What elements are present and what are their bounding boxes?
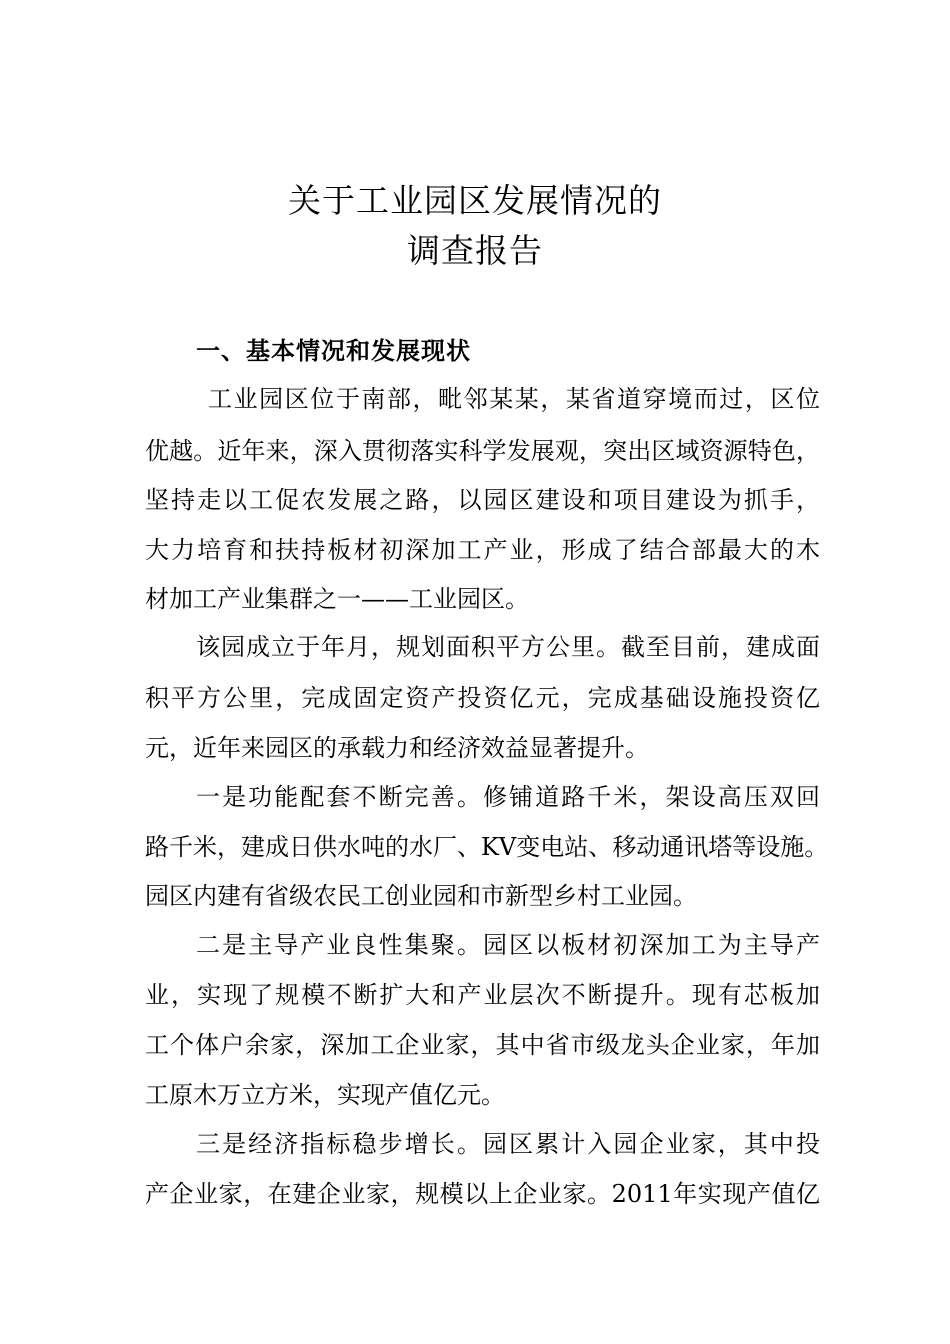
- text-line: 元，近年来园区的承载力和经济效益显著提升。: [145, 734, 649, 762]
- text-line: 工业园区位于南部，毗邻某某，某省道穿境而过，区位: [208, 385, 820, 413]
- text-line: 积平方公里，完成固定资产投资亿元，完成基础设施投资亿: [145, 684, 820, 712]
- text-line: 三是经济指标稳步增长。园区累计入园企业家，其中投: [196, 1130, 820, 1158]
- text-line: 优越。近年来，深入贯彻落实科学发展观，突出区域资源特色，: [145, 437, 820, 465]
- text-line: 二是主导产业良性集聚。园区以板材初深加工为主导产: [196, 931, 820, 959]
- text-line: 材加工产业集群之一——工业园区。: [145, 585, 529, 613]
- text-line: 园区内建有省级农民工创业园和市新型乡村工业园。: [145, 882, 697, 910]
- text-line: 工原木万立方米，实现产值亿元。: [145, 1081, 505, 1109]
- text-line: 一是功能配套不断完善。修铺道路千米，架设高压双回: [196, 783, 820, 811]
- text-line: 大力培育和扶持板材初深加工产业，形成了结合部最大的木: [145, 536, 820, 564]
- text-line: 业，实现了规模不断扩大和产业层次不断提升。现有芯板加: [145, 981, 820, 1009]
- text-line: 坚持走以工促农发展之路，以园区建设和项目建设为抓手，: [145, 486, 820, 514]
- document-title-line2: 调查报告: [407, 231, 543, 270]
- text-line: 工个体户余家，深加工企业家，其中省市级龙头企业家，年加: [145, 1031, 820, 1059]
- text-line: 产企业家，在建企业家，规模以上企业家。2011年实现产值亿: [145, 1180, 820, 1208]
- text-line: 该园成立于年月，规划面积平方公里。截至目前，建成面: [196, 633, 820, 661]
- document-title-line1: 关于工业园区发展情况的: [288, 181, 662, 220]
- section-heading: 一、基本情况和发展现状: [196, 337, 471, 365]
- text-line: 路千米，建成日供水吨的水厂、KV变电站、移动通讯塔等设施。: [145, 833, 829, 861]
